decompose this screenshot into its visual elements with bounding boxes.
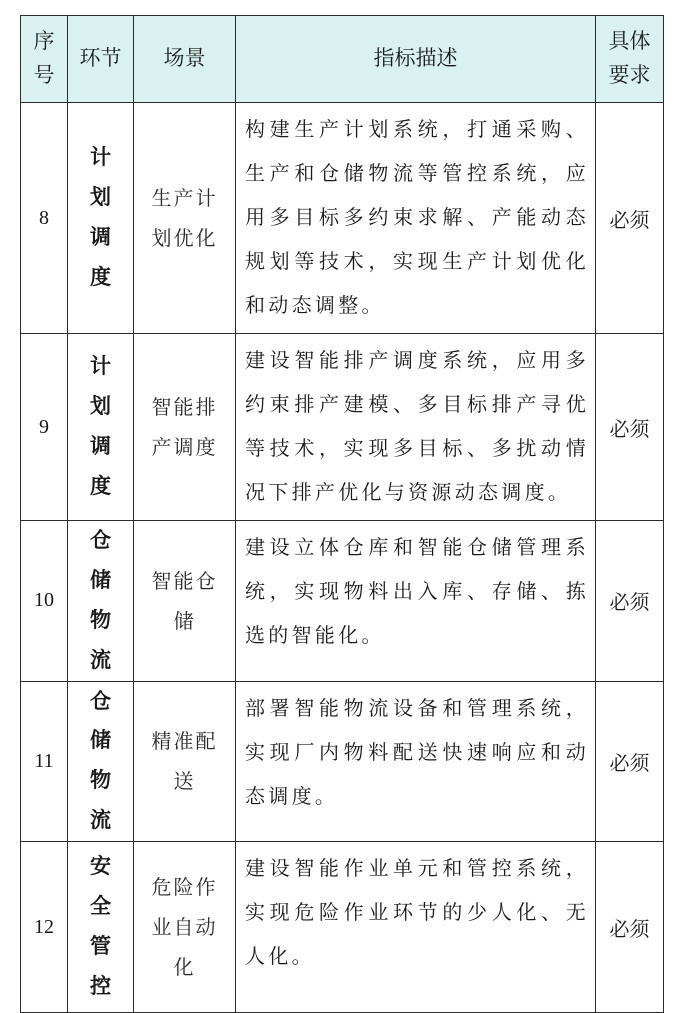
row-requirement: 必须 <box>596 521 664 682</box>
row-description: 构建生产计划系统，打通采购、生产和仓储物流等管控系统，应用多目标多约束求解、产能动态规划等技术，实现生产计划优化和动态调整。 <box>236 103 596 334</box>
row-description: 建设立体仓库和智能仓储管理系统，实现物料出入库、存储、拣选的智能化。 <box>236 521 596 682</box>
table-header <box>21 16 664 103</box>
row-number: 8 <box>21 103 68 334</box>
row-scene: 危险作业自动化 <box>134 842 236 1013</box>
requirements-table <box>20 15 664 1013</box>
row-scene: 生产计划优化 <box>134 103 236 334</box>
row-description: 建设智能排产调度系统，应用多约束排产建模、多目标排产寻优等技术，实现多目标、多扰动情况下排产优化与资源动态调度。 <box>236 334 596 521</box>
header-scene: 场景 <box>134 16 236 103</box>
header-no: 序号 <box>21 16 68 103</box>
row-stage: 仓储物流 <box>68 681 134 842</box>
header-requirement: 具体要求 <box>596 16 664 103</box>
header-stage: 环节 <box>68 16 134 103</box>
table-row <box>21 521 664 682</box>
row-number: 10 <box>21 521 68 682</box>
table-row <box>21 103 664 334</box>
header-row <box>21 16 664 103</box>
row-requirement: 必须 <box>596 842 664 1013</box>
row-requirement: 必须 <box>596 103 664 334</box>
table-row <box>21 334 664 521</box>
table-row <box>21 681 664 842</box>
header-description: 指标描述 <box>236 16 596 103</box>
row-requirement: 必须 <box>596 681 664 842</box>
row-number: 11 <box>21 681 68 842</box>
row-scene: 智能排产调度 <box>134 334 236 521</box>
row-number: 12 <box>21 842 68 1013</box>
row-number: 9 <box>21 334 68 521</box>
row-scene: 智能仓储 <box>134 521 236 682</box>
row-requirement: 必须 <box>596 334 664 521</box>
table-body <box>21 103 664 1013</box>
row-stage: 安全管控 <box>68 842 134 1013</box>
row-stage: 仓储物流 <box>68 521 134 682</box>
row-description: 部署智能物流设备和管理系统，实现厂内物料配送快速响应和动态调度。 <box>236 681 596 842</box>
row-description: 建设智能作业单元和管控系统，实现危险作业环节的少人化、无人化。 <box>236 842 596 1013</box>
table-row <box>21 842 664 1013</box>
row-stage: 计划调度 <box>68 334 134 521</box>
row-stage: 计划调度 <box>68 103 134 334</box>
row-scene: 精准配送 <box>134 681 236 842</box>
